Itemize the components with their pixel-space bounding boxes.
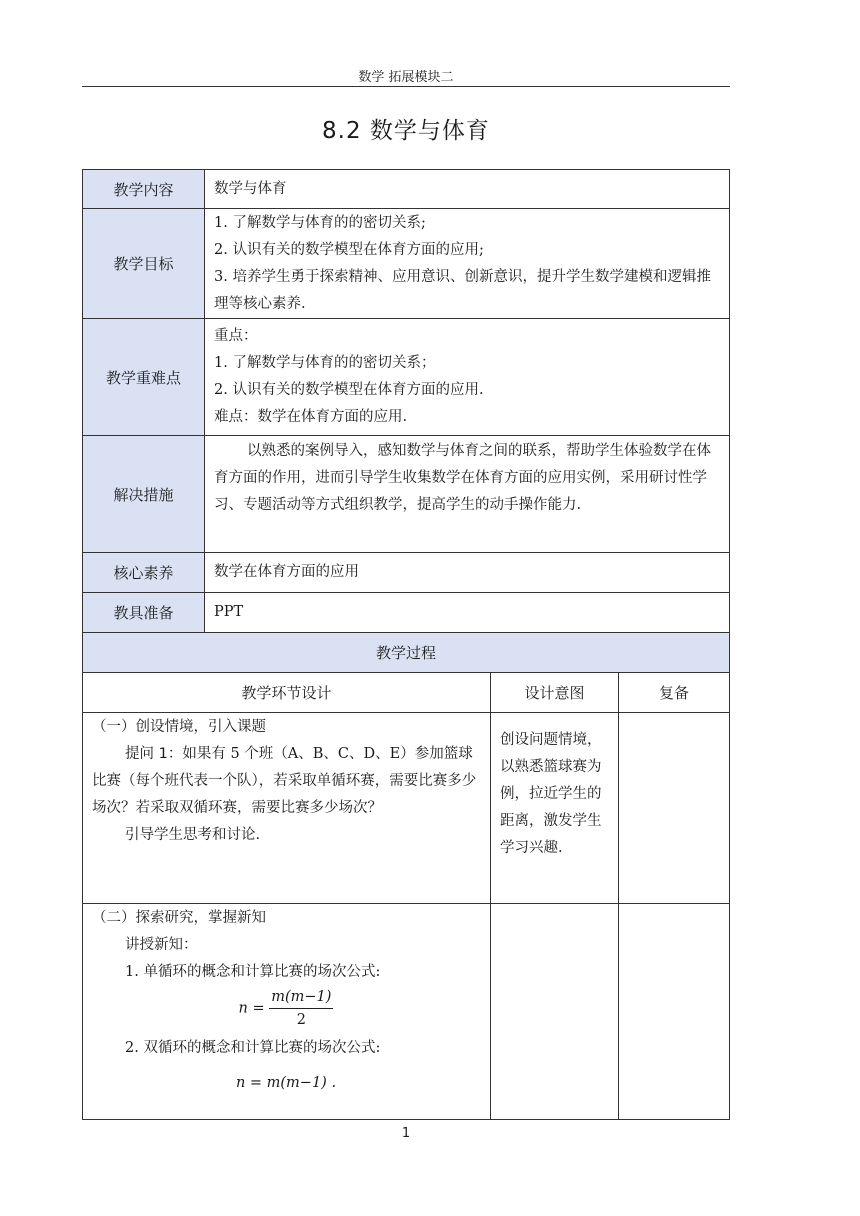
row-value-measures xyxy=(204,435,730,553)
row-value-materials-text: PPT xyxy=(214,604,244,620)
row-label-materials-text: 教具准备 xyxy=(113,604,174,622)
section-1-guide: 引导学生思考和讨论. xyxy=(125,827,261,843)
formula-single-round xyxy=(92,986,480,1031)
column-header-review-text: 复备 xyxy=(658,684,689,702)
page-title: 8.2 数学与体育 xyxy=(322,118,490,144)
key-point-line: 2. 认识有关的数学模型在体育方面的应用. xyxy=(214,382,484,398)
goal-line: 1. 了解数学与体育的的密切关系; xyxy=(214,215,426,231)
section-1-review xyxy=(618,712,730,904)
formula-1-fraction xyxy=(269,986,333,1031)
section-1-heading: （一）创设情境，引入课题 xyxy=(92,719,266,735)
key-point-line: 1. 了解数学与体育的的密切关系； xyxy=(214,355,436,371)
row-label-materials xyxy=(82,592,205,633)
column-header-intent-text: 设计意图 xyxy=(524,684,585,702)
section-2-item-2: 2. 双循环的概念和计算比赛的场次公式: xyxy=(125,1040,381,1056)
row-value-literacy xyxy=(204,552,730,593)
section-2-heading: （二）探索研究，掌握新知 xyxy=(92,910,266,926)
row-label-measures-text: 解决措施 xyxy=(113,485,174,504)
question-label: 提问 1： xyxy=(125,746,183,762)
header-rule xyxy=(82,86,730,87)
row-value-content xyxy=(204,169,730,209)
row-label-measures xyxy=(82,435,205,553)
section-2-item-1: 1. 单循环的概念和计算比赛的场次公式: xyxy=(125,964,381,980)
section-2-subheading: 讲授新知： xyxy=(125,937,198,953)
row-label-key-points xyxy=(82,318,205,436)
process-title xyxy=(82,632,730,673)
row-value-content-text: 数学与体育 xyxy=(214,180,287,197)
page-number: 1 xyxy=(401,1126,411,1141)
running-header: 数学 拓展模块二 xyxy=(358,70,454,85)
formula-1-denominator: 2 xyxy=(296,1012,306,1028)
column-header-review xyxy=(618,672,730,713)
section-1-question xyxy=(92,741,480,822)
row-value-key-points xyxy=(204,318,730,436)
section-2-intent xyxy=(490,903,619,1120)
key-point-line: 重点： xyxy=(214,328,258,344)
formula-1-lhs: n = xyxy=(238,1000,265,1017)
section-2-review xyxy=(618,903,730,1120)
row-value-literacy-text: 数学在体育方面的应用 xyxy=(214,564,359,580)
goal-line: 2. 认识有关的数学模型在体育方面的应用; xyxy=(214,242,484,258)
section-1-intent xyxy=(490,712,619,904)
formula-double-round: n = m(m−1) . xyxy=(235,1075,337,1091)
column-header-design-text: 教学环节设计 xyxy=(241,684,332,702)
process-title-text: 教学过程 xyxy=(375,644,436,662)
measures-text: 以熟悉的案例导入，感知数学与体育之间的联系，帮助学生体验数学在体育方面的作用，进而引导学生收集数学在体育方面的应用实例，采用研讨性学习、专题活动等方式组织教学，提高学生的动手操作能力. xyxy=(214,443,711,513)
row-label-goals xyxy=(82,208,205,319)
section-1-design xyxy=(82,712,491,904)
row-label-content-text: 教学内容 xyxy=(113,180,174,199)
row-value-goals xyxy=(204,208,730,319)
row-label-goals-text: 教学目标 xyxy=(113,255,174,273)
row-label-literacy-text: 核心素养 xyxy=(113,564,174,582)
row-label-key-points-text: 教学重难点 xyxy=(105,368,181,387)
section-2-design xyxy=(82,903,491,1120)
key-point-line: 难点：数学在体育方面的应用. xyxy=(214,409,408,425)
section-1-intent-text: 创设问题情境，以熟悉篮球赛为例，拉近学生的距离，激发学生学习兴趣. xyxy=(500,732,602,856)
column-header-intent xyxy=(490,672,619,713)
row-label-content xyxy=(82,169,205,209)
row-label-literacy xyxy=(82,552,205,593)
row-value-materials xyxy=(204,592,730,633)
formula-1-numerator: m(m−1) xyxy=(269,986,333,1009)
question-text: 如果有 5 个班（A、B、C、D、E）参加篮球比赛（每个班代表一个队），若采取单循环赛，需要比赛多少场次？若采取双循环赛，需要比赛多少场次？ xyxy=(92,746,477,816)
column-header-design xyxy=(82,672,491,713)
goal-line: 3. 培养学生勇于探索精神、应用意识、创新意识，提升学生数学建模和逻辑推理等核心素养. xyxy=(214,269,711,312)
